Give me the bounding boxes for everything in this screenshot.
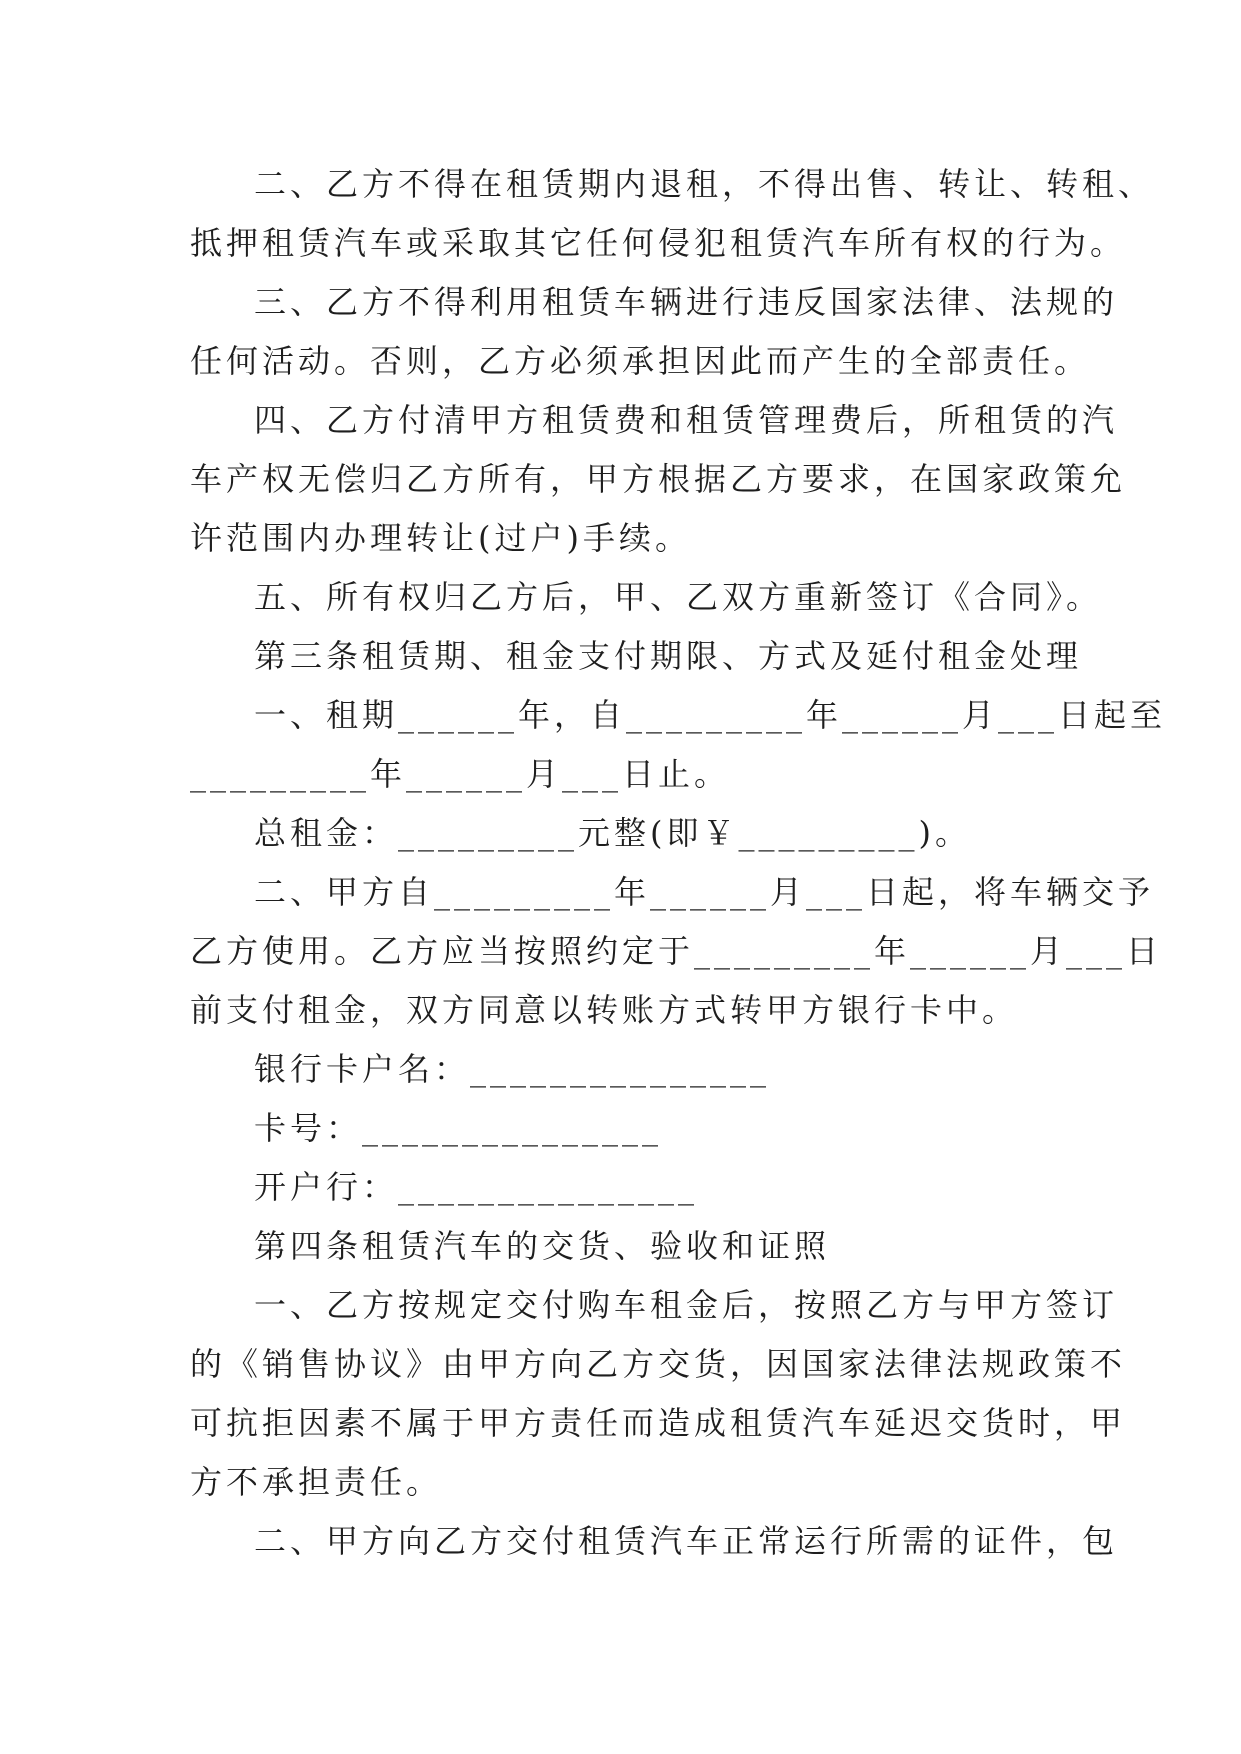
text-line: 许范围内办理转让(过户)手续。: [190, 519, 691, 557]
text-line: 任何活动。否则，乙方必须承担因此而产生的全部责任。: [190, 342, 1091, 380]
text-line: 四、乙方付清甲方租赁费和租赁管理费后，所租赁的汽: [254, 401, 1119, 439]
text-line: 卡号：_______________: [254, 1109, 663, 1147]
text-line: 一、租期______年，自_________年______月___日起至: [254, 696, 1167, 734]
text-line: 银行卡户名：_______________: [254, 1050, 771, 1088]
document-body: [190, 155, 1167, 1571]
text-line: 方不承担责任。: [190, 1463, 443, 1501]
text-line: 一、乙方按规定交付购车租金后，按照乙方与甲方签订: [254, 1286, 1119, 1324]
text-line: 的《销售协议》由甲方向乙方交货，因国家法律法规政策不: [190, 1345, 1127, 1383]
section-heading: 第四条租赁汽车的交货、验收和证照: [254, 1227, 831, 1265]
text-line: 乙方使用。乙方应当按照约定于_________年______月___日: [190, 932, 1163, 970]
text-line: 二、乙方不得在租赁期内退租，不得出售、转让、转租、: [254, 165, 1155, 203]
text-line: 二、甲方向乙方交付租赁汽车正常运行所需的证件，包: [254, 1522, 1119, 1560]
text-line: 总租金：_________元整(即￥_________)。: [254, 814, 971, 852]
text-line: 开户行：_______________: [254, 1168, 699, 1206]
text-line: 五、所有权归乙方后，甲、乙双方重新签订《合同》。: [254, 578, 1103, 616]
text-line: _________年______月___日止。: [190, 755, 731, 793]
text-line: 二、甲方自_________年______月___日起，将车辆交予: [254, 873, 1155, 911]
text-line: 车产权无偿归乙方所有，甲方根据乙方要求，在国家政策允: [190, 460, 1127, 498]
text-line: 三、乙方不得利用租赁车辆进行违反国家法律、法规的: [254, 283, 1119, 321]
text-line: 抵押租赁汽车或采取其它任何侵犯租赁汽车所有权的行为。: [190, 224, 1127, 262]
text-line: 可抗拒因素不属于甲方责任而造成租赁汽车延迟交货时，甲: [190, 1404, 1127, 1442]
section-heading: 第三条租赁期、租金支付期限、方式及延付租金处理: [254, 637, 1083, 675]
text-line: 前支付租金，双方同意以转账方式转甲方银行卡中。: [190, 991, 1019, 1029]
